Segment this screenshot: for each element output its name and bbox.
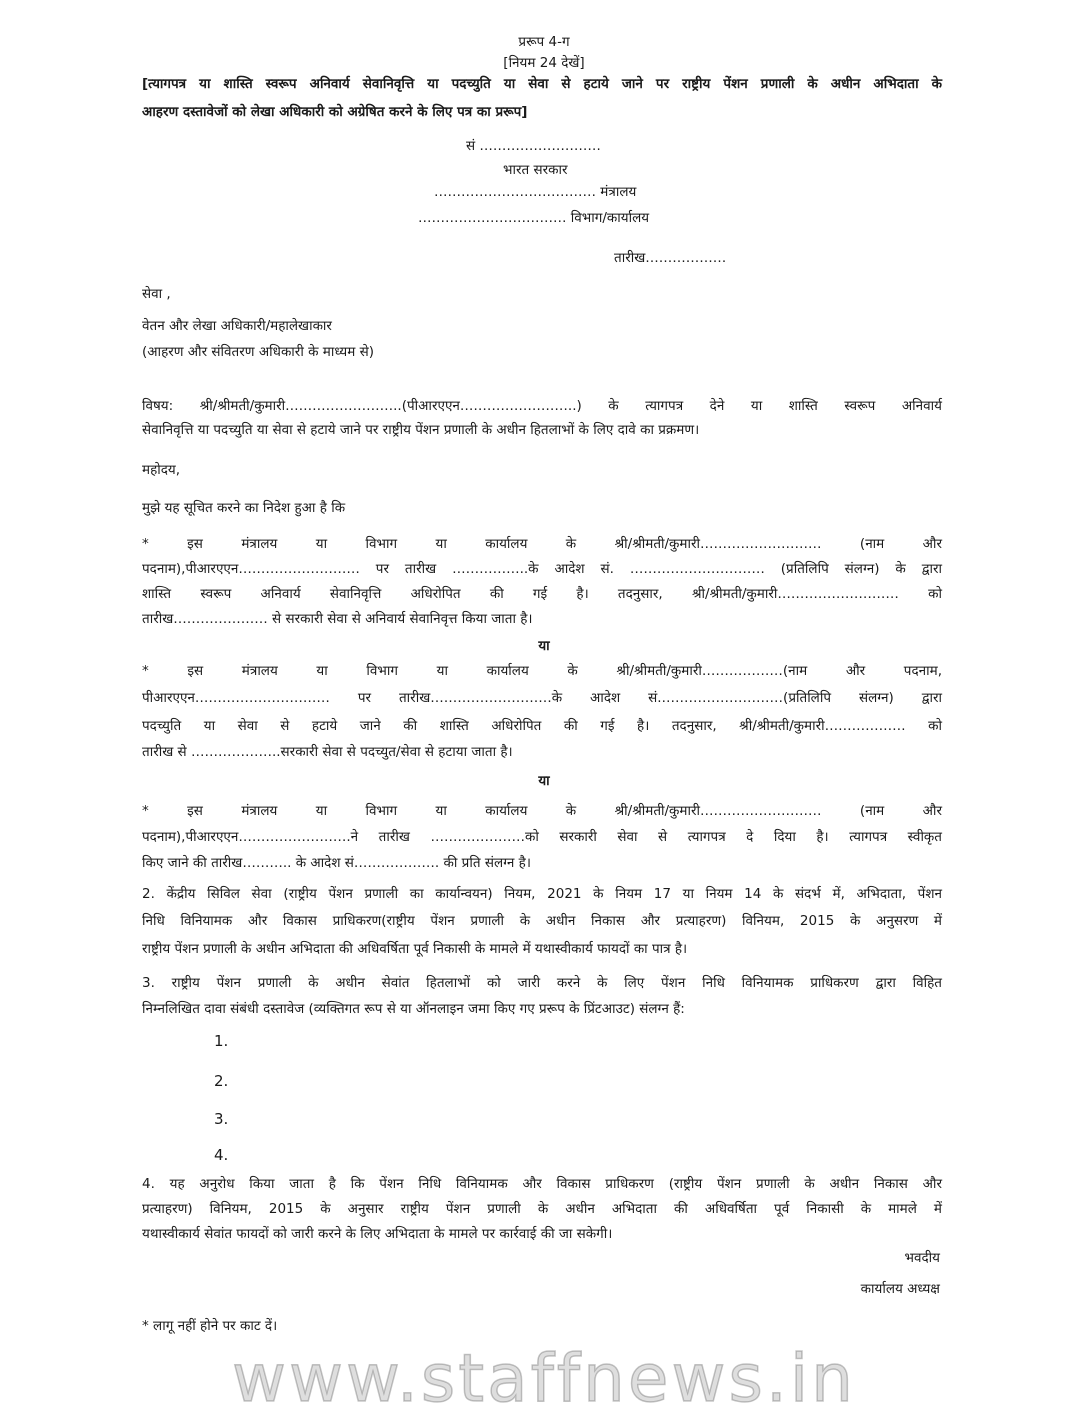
para2-line-2: निधि विनियामक और विकास प्राधिकरण(राष्ट्रीय पेंशन प्रणाली के अधीन निकास और प्रत्याहरण) विनियम, 2015 के अनुसरण में bbox=[142, 913, 942, 929]
or-separator-1: या bbox=[538, 638, 550, 654]
form-title-line-2: आहरण दस्तावेजों को लेखा अधिकारी को अग्रेषित करने के लिए पत्र का प्ररूप] bbox=[142, 104, 528, 120]
footnote: * लागू नहीं होने पर काट दें। bbox=[142, 1318, 278, 1334]
para2-line-1: 2. केंद्रीय सिविल सेवा (राष्ट्रीय पेंशन प्रणाली का कार्यान्वयन) नियम, 2021 के नियम 17 या नियम 14 के संदर्भ में, अभिदाता, पेंशन bbox=[142, 886, 942, 902]
para3-line-1: 3. राष्ट्रीय पेंशन प्रणाली के अधीन सेवांत हितलाभों को जारी करने के लिए पेंशन निधि विनियामक प्राधिकरण द्वारा विहित bbox=[142, 975, 942, 991]
date-line: तारीख……………… bbox=[614, 250, 727, 266]
watermark-text: www.staffnews.in bbox=[232, 1340, 856, 1417]
address-to: सेवा , bbox=[142, 286, 171, 302]
option2-line-1: * इस मंत्रालय या विभाग या कार्यालय के श्री/श्रीमती/कुमारी………………(नाम और पदनाम, bbox=[142, 663, 942, 679]
form-title-line-1: [त्यागपत्र या शास्ति स्वरूप अनिवार्य सेवानिवृत्ति या पदच्युति या सेवा से हटाये जाने पर राष्ट्रीय पेंशन प्रणाली के अधीन अभिदाता के bbox=[142, 76, 942, 92]
addressee-line-2: (आहरण और संवितरण अधिकारी के माध्यम से) bbox=[142, 344, 375, 360]
intro-line: मुझे यह सूचित करने का निदेश हुआ है कि bbox=[142, 500, 346, 516]
form-number: प्ररूप 4-ग bbox=[518, 34, 570, 50]
option1-line-4: तारीख………………… से सरकारी सेवा से अनिवार्य सेवानिवृत्त किया जाता है। bbox=[142, 611, 533, 627]
addressee-line-1: वेतन और लेखा अधिकारी/महालेखाकार bbox=[142, 318, 332, 334]
para4-line-2: प्रत्याहरण) विनियम, 2015 के अनुसार राष्ट्रीय पेंशन प्रणाली के अधीन अभिदाता की अधिवर्षिता पूर्व निकासी के मामले में bbox=[142, 1201, 942, 1217]
closing-signatory: कार्यालय अध्यक्ष bbox=[860, 1281, 940, 1297]
subject-line-1: विषय: श्री/श्रीमती/कुमारी……………………..(पीआरएएन……………………..) के त्यागपत्र देने या शास्ति स्वरूप अनिवार्य bbox=[142, 398, 942, 414]
para4-line-3: यथास्वीकार्य सेवांत फायदों को जारी करने के लिए अभिदाता के मामले पर कार्रवाई की जा सकेगी। bbox=[142, 1226, 613, 1242]
option2-line-4: तारीख से ………………..सरकारी सेवा से पदच्युत/सेवा से हटाया जाता है। bbox=[142, 744, 513, 760]
closing-yours: भवदीय bbox=[904, 1250, 940, 1266]
letter-number: सं ……………………… bbox=[466, 138, 601, 154]
department-line: …………………………… विभाग/कार्यालय bbox=[418, 210, 650, 226]
option3-line-1: * इस मंत्रालय या विभाग या कार्यालय के श्री/श्रीमती/कुमारी……………………… (नाम और bbox=[142, 803, 942, 819]
option1-line-1: * इस मंत्रालय या विभाग या कार्यालय के श्री/श्रीमती/कुमारी……………………… (नाम और bbox=[142, 536, 942, 552]
list-item: 3. bbox=[214, 1110, 229, 1128]
option2-line-2: पीआरएएन………………………… पर तारीख………………………के आदेश सं.………………………(प्रतिलिपि संलग्न) द्वारा bbox=[142, 690, 942, 706]
or-separator-2: या bbox=[538, 773, 550, 789]
government-name: भारत सरकार bbox=[503, 162, 568, 178]
ministry-line: ……………………………… मंत्रालय bbox=[434, 184, 637, 200]
subject-line-2: सेवानिवृत्ति या पदच्युति या सेवा से हटाये जाने पर राष्ट्रीय पेंशन प्रणाली के अधीन हितलाभों के लिए दावे का प्रक्रमण। bbox=[142, 422, 700, 438]
option3-line-2: पदनाम),पीआरएएन…………………….ने तारीख …………………को सरकारी सेवा से त्यागपत्र दे दिया है। त्यागपत्र स्वीकृत bbox=[142, 829, 942, 845]
para2-line-3: राष्ट्रीय पेंशन प्रणाली के अधीन अभिदाता की अधिवर्षिता पूर्व निकासी के मामले में यथास्वीकार्य फायदों का पात्र है। bbox=[142, 941, 688, 957]
option1-line-2: पदनाम),पीआरएएन……………………… पर तारीख ……………..के आदेश सं. ………………………… (प्रतिलिपि संलग्न) के द्वारा bbox=[142, 561, 942, 577]
option3-line-3: किए जाने की तारीख……….. के आदेश सं………………. की प्रति संलग्न है। bbox=[142, 855, 531, 871]
option1-line-3: शास्ति स्वरूप अनिवार्य सेवानिवृत्ति अधिरोपित की गई है। तदनुसार, श्री/श्रीमती/कुमारी……………………… को bbox=[142, 586, 942, 602]
list-item: 4. bbox=[214, 1146, 229, 1164]
salutation: महोदय, bbox=[142, 462, 181, 478]
rule-reference: [नियम 24 देखें] bbox=[503, 55, 585, 71]
para4-line-1: 4. यह अनुरोध किया जाता है कि पेंशन निधि विनियामक और विकास प्राधिकरण (राष्ट्रीय पेंशन प्रणाली के अधीन निकास और bbox=[142, 1176, 942, 1192]
list-item: 2. bbox=[214, 1072, 229, 1090]
option2-line-3: पदच्युति या सेवा से हटाये जाने की शास्ति अधिरोपित की गई है। तदनुसार, श्री/श्रीमती/कुमारी……………… को bbox=[142, 718, 942, 734]
list-item: 1. bbox=[214, 1032, 229, 1050]
para3-line-2: निम्नलिखित दावा संबंधी दस्तावेज (व्यक्तिगत रूप से या ऑनलाइन जमा किए गए प्ररूप के प्रिंटआउट) संलग्न हैं: bbox=[142, 1001, 685, 1017]
